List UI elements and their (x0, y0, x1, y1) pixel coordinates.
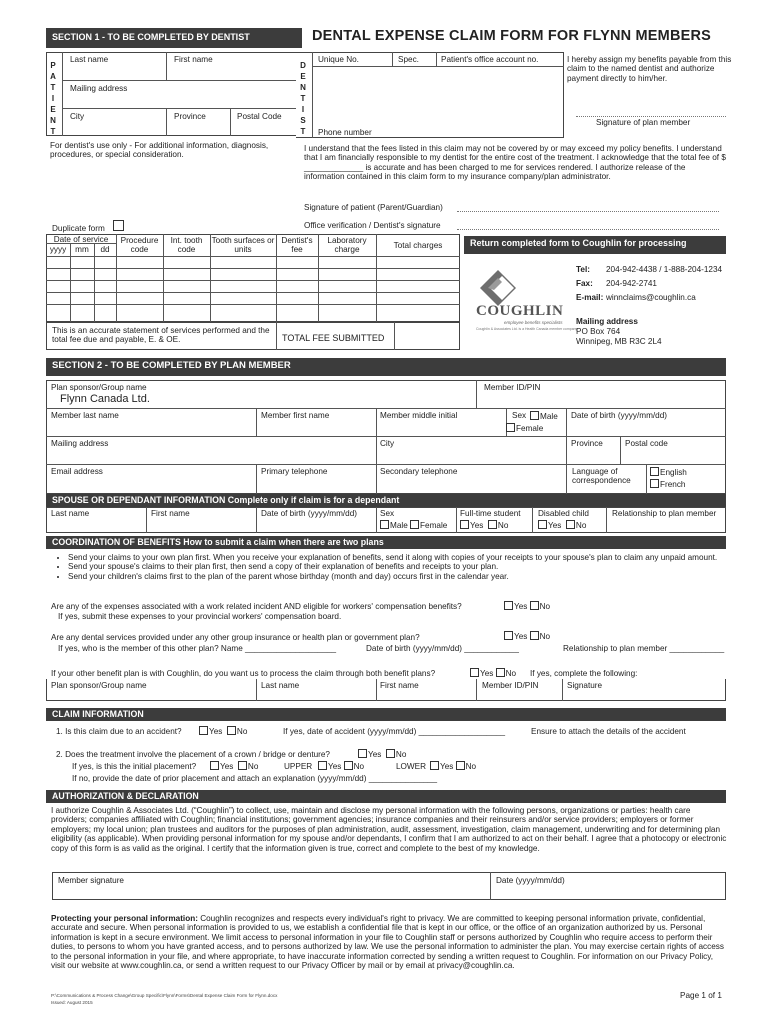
member-middle-initial-field[interactable]: Member middle initial (380, 411, 458, 420)
assign-benefits-text: I hereby assign my benefits payable from this claim to the named dentist and authorize payment directly to him/her. (567, 55, 732, 83)
coughlin-logo-tagline: employee benefits specialists (504, 320, 563, 325)
accident-details-note: Ensure to attach the details of the accident (531, 727, 686, 736)
cob-q3-options[interactable]: Yes No (470, 668, 516, 678)
lower-label: LOWER (396, 762, 427, 771)
spouse-sex-label: Sex (380, 509, 395, 518)
footer-path: P:\Communications & Process Change\Group Specific\Flynn\Forms\Dental Expense Claim Form for Flynn.docx (51, 993, 278, 998)
duplicate-form-checkbox[interactable] (113, 220, 124, 231)
privacy-body: Coughlin recognizes and respects every individual's right to privacy. We are committed to keeping personal information private, confidential, accurate and secure. When personal information is provided to us, we establish a confidential file that is kept in our office, or the office of an organization authorized by us. Personal information is kept in a secure environment. We limit access to personal information in your file to Coughlin staff or persons authorized by Coughlin who require access to perform their duties, to persons to whom you have granted access, and to persons authorized by law. We use the personal information to administer the plan. You may exercise certain rights of access to the personal information in your file, and where appropriate, to have inaccurate information corrected by sending a written request to Coughlin. For information on our Privacy Policy, visit our website at www.coughlin.ca, or send a written request to our Privacy Officer by mail or by email at privacy@coughlin.ca. (51, 914, 724, 971)
disabled-child-options[interactable]: Yes No (538, 520, 586, 530)
female-checkbox (506, 423, 515, 432)
auth-date-field[interactable]: Date (yyyy/mm/dd) (496, 876, 565, 885)
duplicate-form-label: Duplicate form (52, 224, 105, 233)
other-plan-last-name[interactable]: Last name (261, 681, 300, 690)
plan-sponsor-value[interactable]: Flynn Canada Ltd. (60, 393, 150, 405)
cob-q2-relationship[interactable]: Relationship to plan member ____________ (563, 644, 725, 653)
member-primary-phone-field[interactable]: Primary telephone (261, 467, 328, 476)
other-plan-sponsor[interactable]: Plan sponsor/Group name (51, 681, 147, 690)
page-number: Page 1 of 1 (680, 991, 722, 1000)
cob-q1-options[interactable]: Yes No (504, 601, 550, 611)
col-laboratory-charge: Laboratory charge (327, 236, 367, 255)
initial-yes-checkbox (210, 761, 219, 770)
dentist-phone[interactable]: Phone number (318, 128, 372, 137)
dis-no-checkbox (566, 520, 575, 529)
tel-value: 204-942-4438 / 1-888-204-1234 (606, 265, 723, 274)
col-date-of-service: Date of service (53, 235, 109, 244)
fax-value: 204-942-2741 (606, 279, 657, 288)
col-dd: dd (100, 245, 110, 254)
footer-issued: Issued: August 2015 (51, 1000, 93, 1005)
cob-header: COORDINATION OF BENEFITS How to submit a claim when there are two plans (46, 536, 726, 549)
cob-bullet-3: • Send your children's claims first to the plan of the parent whose birthday (month and day) occurs first in the calendar year. (68, 572, 726, 581)
spouse-dob[interactable]: Date of birth (yyyy/mm/dd) (261, 509, 357, 518)
member-signature-field[interactable]: Member signature (58, 876, 124, 885)
col-dentist-fee: Dentist's fee (281, 236, 313, 255)
col-tooth-surfaces: Tooth surfaces or units (211, 236, 275, 255)
office-verification-label[interactable]: Office verification / Dentist's signature (304, 221, 441, 230)
claim-q2: 2. Does the treatment involve the placement of a crown / bridge or denture? (56, 750, 330, 759)
cob-q3: If your other benefit plan is with Coughlin, do you want us to process the claim through both benefit plans? (51, 669, 436, 678)
q2-no-checkbox (530, 631, 539, 640)
member-mailing-field[interactable]: Mailing address (51, 439, 109, 448)
upper-options[interactable]: Yes No (318, 761, 364, 771)
other-plan-signature[interactable]: Signature (567, 681, 603, 690)
claim-q2-initial: If yes, is this the initial placement? (72, 762, 197, 771)
accident-date-field[interactable]: If yes, date of accident (yyyy/mm/dd) ___________________ (283, 727, 506, 736)
member-sex-label: Sex (512, 411, 527, 420)
patient-vertical-label: P A T I E N T (50, 61, 56, 136)
member-sex-female[interactable]: Female (506, 423, 543, 433)
member-id-field[interactable]: Member ID/PIN (484, 383, 541, 392)
fax-label: Fax: (576, 279, 593, 288)
col-int-tooth-code: Int. tooth code (170, 236, 203, 255)
auth-signature-box (52, 872, 726, 900)
email-value[interactable]: winnclaims@coughlin.ca (606, 293, 696, 302)
member-first-name-field[interactable]: Member first name (261, 411, 330, 420)
language-french[interactable]: French (650, 479, 685, 489)
privacy-text (51, 914, 727, 971)
cob-bullet-1: • Send your claims to your own plan first. When you receive your explanation of benefits, send it along with copies of your receipts to your spouse's plan to claim any unpaid amount. (68, 553, 726, 562)
cob-bullet-2: • Send your spouse's claims to their plan first, then send a copy of their explanation of benefits and receipts to your plan. (68, 562, 726, 571)
plan-member-signature[interactable]: Signature of plan member (596, 118, 691, 127)
section1-header: SECTION 1 - TO BE COMPLETED BY DENTIST (46, 28, 302, 48)
member-dob-field[interactable]: Date of birth (yyyy/mm/dd) (571, 411, 667, 420)
lower-options[interactable]: Yes No (430, 761, 476, 771)
patient-city[interactable]: City (70, 112, 85, 121)
q1-yes-checkbox (504, 601, 513, 610)
form-title: DENTAL EXPENSE CLAIM FORM FOR FLYNN MEMBERS (312, 28, 712, 44)
lower-no-checkbox (456, 761, 465, 770)
patient-first-name[interactable]: First name (174, 55, 213, 64)
spouse-first-name[interactable]: First name (151, 509, 190, 518)
patient-mailing-address[interactable]: Mailing address (70, 84, 128, 93)
total-fee-submitted-label: TOTAL FEE SUBMITTED (282, 333, 385, 343)
member-email-field[interactable]: Email address (51, 467, 103, 476)
mailing-line2: Winnipeg, MB R3C 2L4 (576, 337, 662, 346)
crown-yes-checkbox (358, 749, 367, 758)
english-checkbox (650, 467, 659, 476)
accident-yes-checkbox (199, 726, 208, 735)
tel-label: Tel: (576, 265, 590, 274)
q2-yes-checkbox (504, 631, 513, 640)
patient-office-account[interactable]: Patient's office account no. (441, 55, 539, 64)
patient-last-name[interactable]: Last name (70, 55, 109, 64)
spouse-sex-options[interactable]: Male Female (380, 520, 447, 530)
email-label: E-mail: (576, 293, 604, 302)
cob-q1-note: If yes, submit these expenses to your provincial workers' compensation board. (58, 612, 342, 621)
language-label: Language of correspondence (572, 467, 631, 486)
dentist-spec[interactable]: Spec. (398, 55, 419, 64)
col-procedure-code: Procedure code (120, 236, 159, 255)
patient-signature-label[interactable]: Signature of patient (Parent/Guardian) (304, 203, 443, 212)
dis-yes-checkbox (538, 520, 547, 529)
member-sex-male[interactable]: Male (530, 411, 558, 421)
upper-no-checkbox (344, 761, 353, 770)
coughlin-logo-text: COUGHLIN (476, 303, 564, 319)
cob-q2-options[interactable]: Yes No (504, 631, 550, 641)
return-to-coughlin-header: Return completed form to Coughlin for processing (464, 236, 726, 254)
q1-no-checkbox (530, 601, 539, 610)
patient-understanding-text: I understand that the fees listed in this claim may not be covered by or may exceed my policy benefits. I understand that I am financially responsible to my dentist for the entire cost of the treatment. I acknowledge that the total fee of $ _____________ is accurate and has been charged to me for services rendered. I authorize release of the information contained in this claim form to my insurance company/plan administrator. (304, 144, 726, 182)
col-total-charges: Total charges (393, 241, 443, 250)
language-english[interactable]: English (650, 467, 687, 477)
claim-header: CLAIM INFORMATION (46, 708, 726, 721)
claim-q1: 1. Is this claim due to an accident? (56, 727, 182, 736)
dentist-use-note: For dentist's use only - For additional information, diagnosis, procedures, or special consideration. (50, 141, 269, 160)
q3-no-checkbox (496, 668, 505, 677)
auth-header: AUTHORIZATION & DECLARATION (46, 790, 726, 803)
member-city-field[interactable]: City (380, 439, 395, 448)
upper-yes-checkbox (318, 761, 327, 770)
member-province-field[interactable]: Province (571, 439, 603, 448)
lower-yes-checkbox (430, 761, 439, 770)
cob-q2-name[interactable]: If yes, who is the member of this other plan? Name ____________________ (58, 644, 337, 653)
cob-bullets (46, 553, 726, 581)
claim-q2-options[interactable]: Yes No (358, 749, 406, 759)
disabled-child-label: Disabled child (538, 509, 589, 518)
coughlin-logo-subtext: Coughlin & Associates Ltd. is a Health Canada member company (476, 327, 578, 331)
initial-no-checkbox (238, 761, 247, 770)
cob-q1: Are any of the expenses associated with a work related incident AND eligible for workers' compensation benefits? (51, 602, 462, 611)
dentist-unique-no[interactable]: Unique No. (318, 55, 359, 64)
plan-sponsor-label: Plan sponsor/Group name (51, 383, 147, 392)
cob-q2: Are any dental services provided under any other group insurance or health plan or government plan? (51, 633, 420, 642)
accident-no-checkbox (227, 726, 236, 735)
initial-options[interactable]: Yes No (210, 761, 258, 771)
french-checkbox (650, 479, 659, 488)
claim-q1-options[interactable]: Yes No (199, 726, 247, 736)
other-plan-member-id[interactable]: Member ID/PIN (482, 681, 539, 690)
accurate-statement: This is an accurate statement of services performed and the total fee due and payable, E. & OE. (52, 326, 270, 345)
patient-postal-code[interactable]: Postal Code (237, 112, 282, 121)
upper-label: UPPER (284, 762, 313, 771)
crown-no-checkbox (386, 749, 395, 758)
mailing-label: Mailing address (576, 317, 638, 326)
relationship-field[interactable]: Relationship to plan member (612, 509, 717, 518)
spouse-last-name[interactable]: Last name (51, 509, 90, 518)
col-yyyy: yyyy (49, 245, 67, 254)
patient-province[interactable]: Province (174, 112, 206, 121)
auth-text: I authorize Coughlin & Associates Ltd. (“Coughlin”) to collect, use, maintain and disclose my personal information with the following persons, organizations or parties: health care providers; companies affiliated with Coughlin; financial institutions; government agencies; insurance companies and their reinsurers and/or service providers; employers or former employers; my local union; plan trustees and auditors for the purposes of plan administration, audit, assessment, investigation, claim management, underwriting and for determining plan eligibility (as applicable). When providing personal information for my spouse and/or dependants, I confirm that I am authorized to act on their behalf. I agree that a photocopy or electronic copy of this form is as valid as the original. I certify that the information given is true, correct and complete to the best of my knowledge. (51, 806, 727, 853)
col-mm: mm (75, 245, 89, 254)
section2-header: SECTION 2 - TO BE COMPLETED BY PLAN MEMBER (46, 358, 726, 376)
member-last-name-field[interactable]: Member last name (51, 411, 119, 420)
male-checkbox (530, 411, 539, 420)
spouse-header: SPOUSE OR DEPENDANT INFORMATION Complete only if claim is for a dependant (46, 494, 726, 507)
dentist-box (296, 52, 564, 138)
spouse-female-checkbox (410, 520, 419, 529)
spouse-male-checkbox (380, 520, 389, 529)
full-time-student-label: Full-time student (460, 509, 521, 518)
ft-no-checkbox (488, 520, 497, 529)
full-time-student-options[interactable]: Yes No (460, 520, 508, 530)
ft-yes-checkbox (460, 520, 469, 529)
coughlin-logo (476, 268, 578, 338)
dentist-vertical-label: D E N T I S T (300, 61, 306, 136)
mailing-line1: PO Box 764 (576, 327, 621, 336)
patient-box (46, 52, 302, 136)
cob-q3-note: If yes, complete the following: (530, 669, 638, 678)
q3-yes-checkbox (470, 668, 479, 677)
member-secondary-phone-field[interactable]: Secondary telephone (380, 467, 458, 476)
other-plan-first-name[interactable]: First name (380, 681, 419, 690)
member-postal-field[interactable]: Postal code (625, 439, 668, 448)
cob-q2-dob[interactable]: Date of birth (yyyy/mm/dd) ____________ (366, 644, 519, 653)
privacy-label: Protecting your personal information: (51, 914, 198, 923)
prior-placement-field[interactable]: If no, provide the date of prior placement and attach an explanation (yyyy/mm/dd) _______________ (72, 774, 438, 783)
